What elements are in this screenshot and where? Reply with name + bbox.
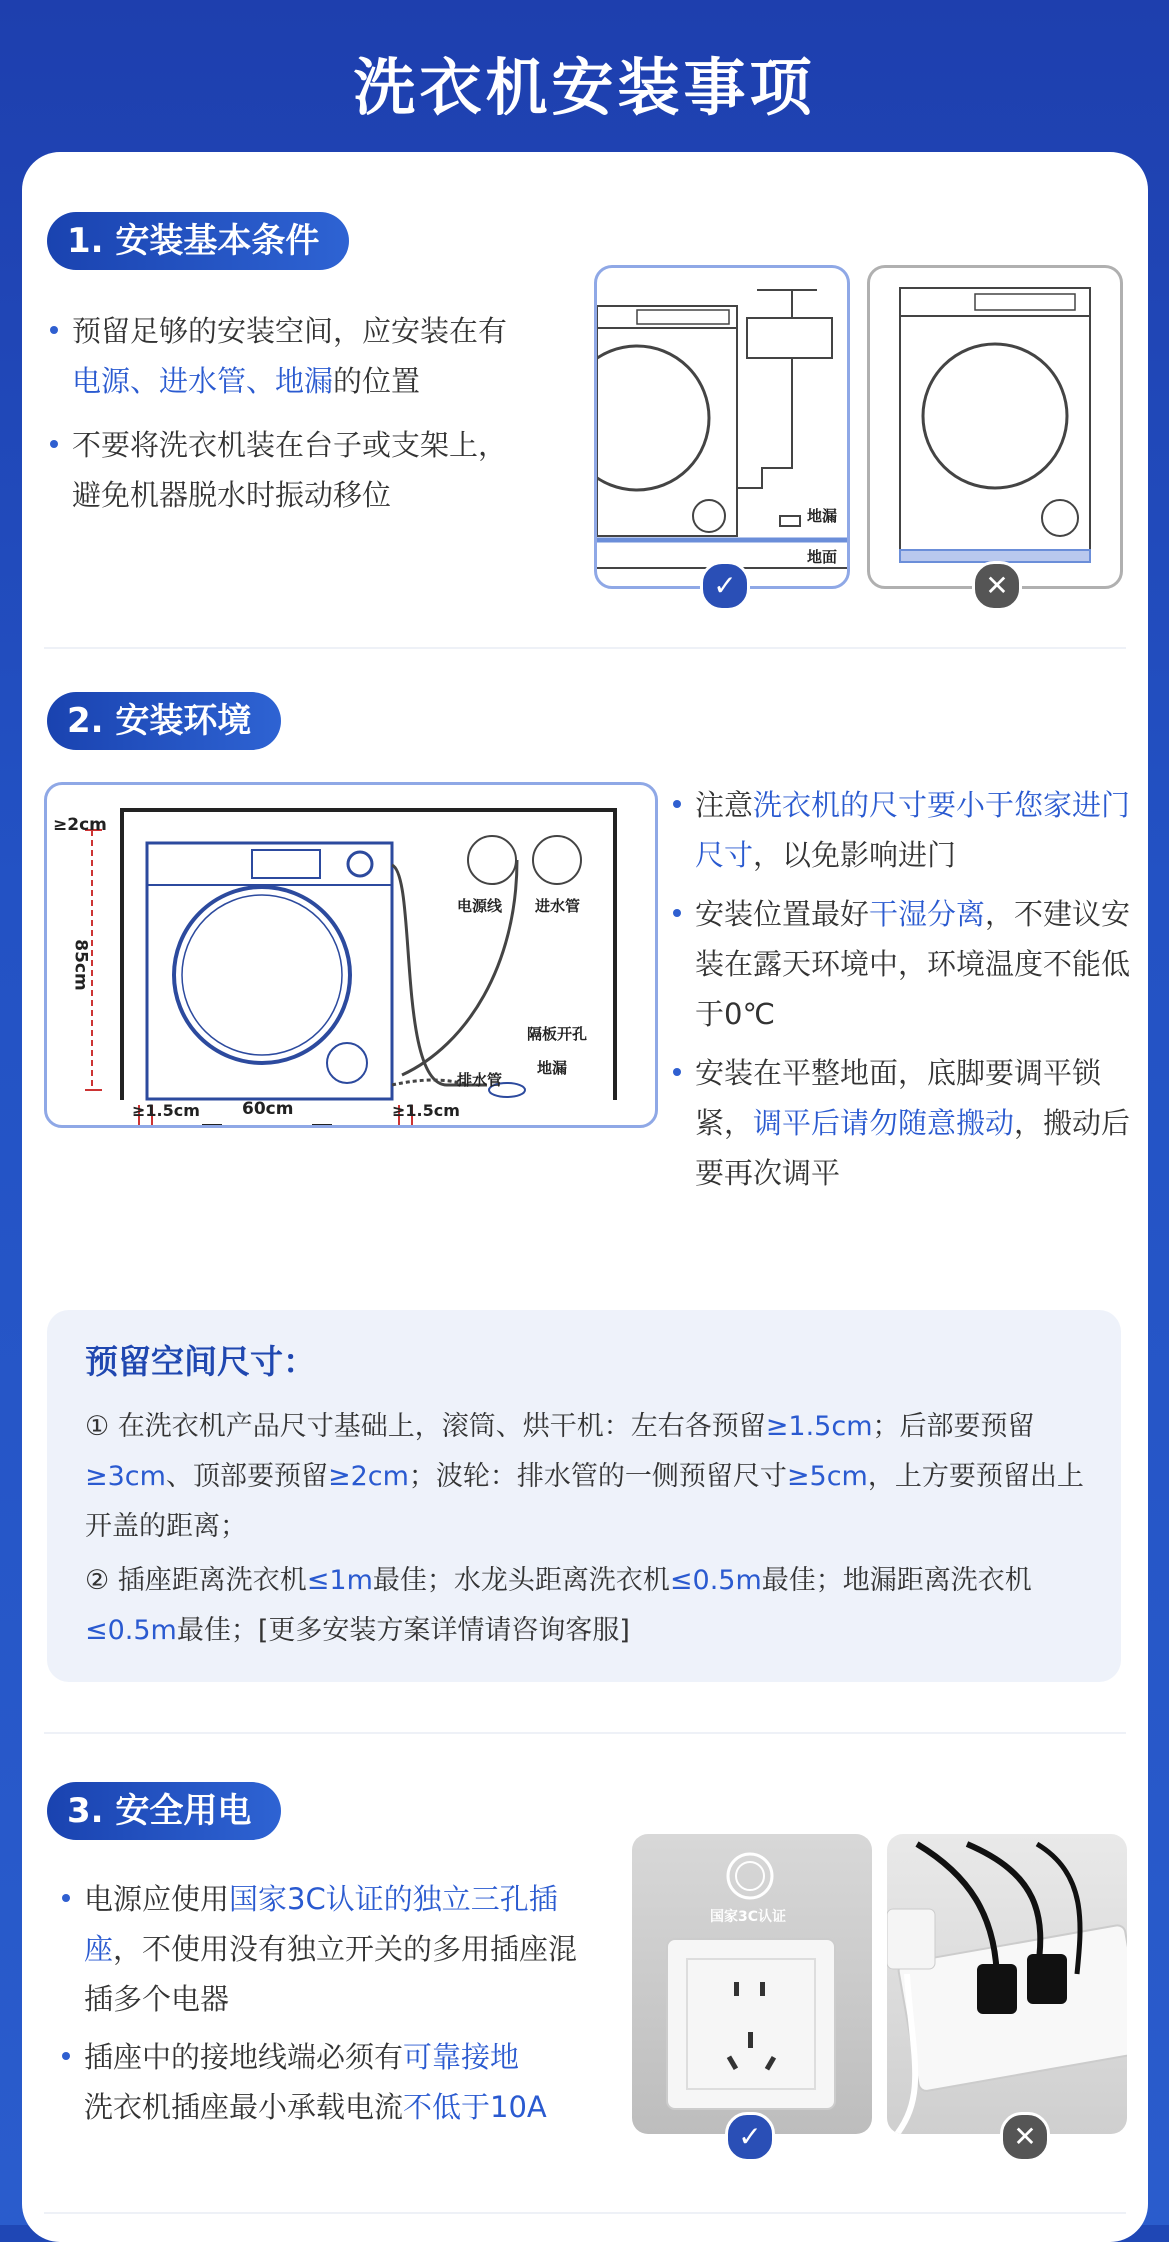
power-strip-photo xyxy=(887,1834,1127,2134)
bullet-dot-icon xyxy=(62,2052,70,2060)
top-gap-label: ≥2cm xyxy=(53,815,107,835)
bullet-text: 的位置 xyxy=(333,364,421,398)
correct-install-image xyxy=(594,265,850,589)
page-title: 洗衣机安装事项 xyxy=(353,51,816,124)
bullet-text: 预留足够的安装空间，应安装在有 xyxy=(72,314,508,348)
reserve-text: 最佳；地漏距离洗衣机 xyxy=(761,1565,1032,1596)
reserve-highlight: ≥1.5cm xyxy=(765,1411,873,1442)
power-strip-drawing xyxy=(887,1834,1127,2134)
reserve-highlight: ≤0.5m xyxy=(669,1565,762,1596)
reserve-paragraph-2 xyxy=(85,1556,1085,1656)
reserve-highlight: ≤1m xyxy=(306,1565,373,1596)
bullet-highlight: 国家3C认证的独立三孔插座 xyxy=(84,1882,558,1966)
bullet-highlight: 可靠接地 xyxy=(403,2040,520,2074)
socket-drawing xyxy=(632,1834,872,2134)
reserve-text: 、顶部要预留 xyxy=(165,1461,328,1492)
drain-label: 地漏 xyxy=(537,1059,568,1077)
washer-on-platform-drawing xyxy=(870,268,1120,586)
bullet-text: ，不建议安装在露天环境中，环境温度不能低于0℃ xyxy=(695,897,1131,1031)
bullet-dot-icon xyxy=(50,440,58,448)
bullet-text: 洗衣机插座最小承载电流 xyxy=(84,2090,404,2124)
section-divider xyxy=(44,1732,1126,1734)
reserve-highlight: ≥3cm xyxy=(85,1461,166,1492)
water-inlet-label: 进水管 xyxy=(535,897,581,915)
bullet-text: 电源应使用 xyxy=(84,1882,230,1916)
reserve-text: ① 在洗衣机产品尺寸基础上，滚筒、烘干机：左右各预留 xyxy=(85,1411,766,1442)
bullet-text: 安装位置最好 xyxy=(695,897,870,931)
content-card xyxy=(22,152,1148,2242)
bullet-highlight: 调平后请勿随意搬动 xyxy=(753,1106,1015,1140)
drain-label: 地漏 xyxy=(807,507,838,525)
width-label: 60cm xyxy=(242,1099,294,1119)
section2-bullet-3 xyxy=(695,1048,1135,1198)
bullet-text: ，不使用没有独立开关的多用插座混插多个电器 xyxy=(84,1932,578,2016)
bullet-dot-icon xyxy=(673,1068,681,1076)
bullet-highlight: 干湿分离 xyxy=(869,897,986,931)
reserve-text: 最佳；水龙头距离洗衣机 xyxy=(372,1565,670,1596)
reserve-highlight: ≥2cm xyxy=(327,1461,409,1492)
reserve-text: ；后部要预留 xyxy=(872,1411,1035,1442)
section2-heading: 2. 安装环境 xyxy=(47,692,281,750)
section1-bullet-1 xyxy=(72,306,592,406)
check-icon: ✓ xyxy=(700,561,750,611)
cross-icon: ✕ xyxy=(1000,2112,1050,2162)
reserve-paragraph-1 xyxy=(85,1402,1085,1552)
install-environment-diagram xyxy=(44,782,658,1128)
reserve-text: ；波轮：排水管的一侧预留尺寸 xyxy=(408,1461,787,1492)
bullet-text: 避免机器脱水时振动移位 xyxy=(72,478,392,512)
reserve-text: ，上方要预留出上开盖的距离； xyxy=(85,1461,1084,1542)
bullet-text: ，搬动后要再次调平 xyxy=(695,1106,1131,1190)
3c-socket-photo xyxy=(632,1834,872,2134)
section3-bullet-2 xyxy=(84,2032,604,2132)
reserve-highlight: ≤0.5m xyxy=(85,1615,177,1646)
floor-label: 地面 xyxy=(807,548,838,566)
bullet-text: 不要将洗衣机装在台子或支架上， xyxy=(72,428,508,462)
cross-icon: ✕ xyxy=(972,561,1022,611)
power-cord-label: 电源线 xyxy=(457,897,503,915)
reserve-text: 最佳；[更多安装方案详情请咨询客服] xyxy=(176,1615,630,1646)
section3-bullet-1 xyxy=(84,1874,604,2024)
section-divider xyxy=(44,647,1126,649)
section2-bullet-1 xyxy=(695,780,1135,880)
check-icon: ✓ xyxy=(725,2112,775,2162)
bullet-text: 插座中的接地线端必须有 xyxy=(84,2040,404,2074)
bullet-dot-icon xyxy=(673,800,681,808)
washer-with-utilities-drawing xyxy=(597,268,847,586)
section3-heading: 3. 安全用电 xyxy=(47,1782,281,1840)
bullet-text: 安装在平整地面，底脚要调平锁紧， xyxy=(695,1056,1102,1140)
reserve-space-panel xyxy=(47,1310,1121,1682)
bullet-dot-icon xyxy=(62,1894,70,1902)
3c-cert-label: 国家3C认证 xyxy=(710,1909,787,1925)
board-hole-label: 隔板开孔 xyxy=(527,1025,588,1043)
bullet-highlight: 电源、进水管、地漏 xyxy=(72,364,334,398)
reserve-text: ② 插座距离洗衣机 xyxy=(85,1565,307,1596)
section1-heading: 1. 安装基本条件 xyxy=(47,212,349,270)
drain-pipe-label: 排水管 xyxy=(457,1071,503,1089)
bullet-text: 注意 xyxy=(695,788,754,822)
section-divider xyxy=(44,2212,1126,2214)
section1-bullet-2 xyxy=(72,420,592,520)
bullet-dot-icon xyxy=(50,326,58,334)
section2-bullet-2 xyxy=(695,889,1135,1039)
reserve-title: 预留空间尺寸： xyxy=(85,1342,316,1381)
bullet-highlight: 洗衣机的尺寸要小于您家进门尺寸 xyxy=(695,788,1131,872)
bullet-text: ，以免影响进门 xyxy=(753,838,957,872)
side-gap-right-label: ≥1.5cm xyxy=(392,1101,460,1120)
bullet-highlight: 不低于10A xyxy=(403,2090,547,2124)
reserve-highlight: ≥5cm xyxy=(786,1461,868,1492)
side-gap-left-label: ≥1.5cm xyxy=(132,1101,200,1120)
wrong-install-image xyxy=(867,265,1123,589)
bullet-dot-icon xyxy=(673,909,681,917)
height-label: 85cm xyxy=(70,939,91,991)
